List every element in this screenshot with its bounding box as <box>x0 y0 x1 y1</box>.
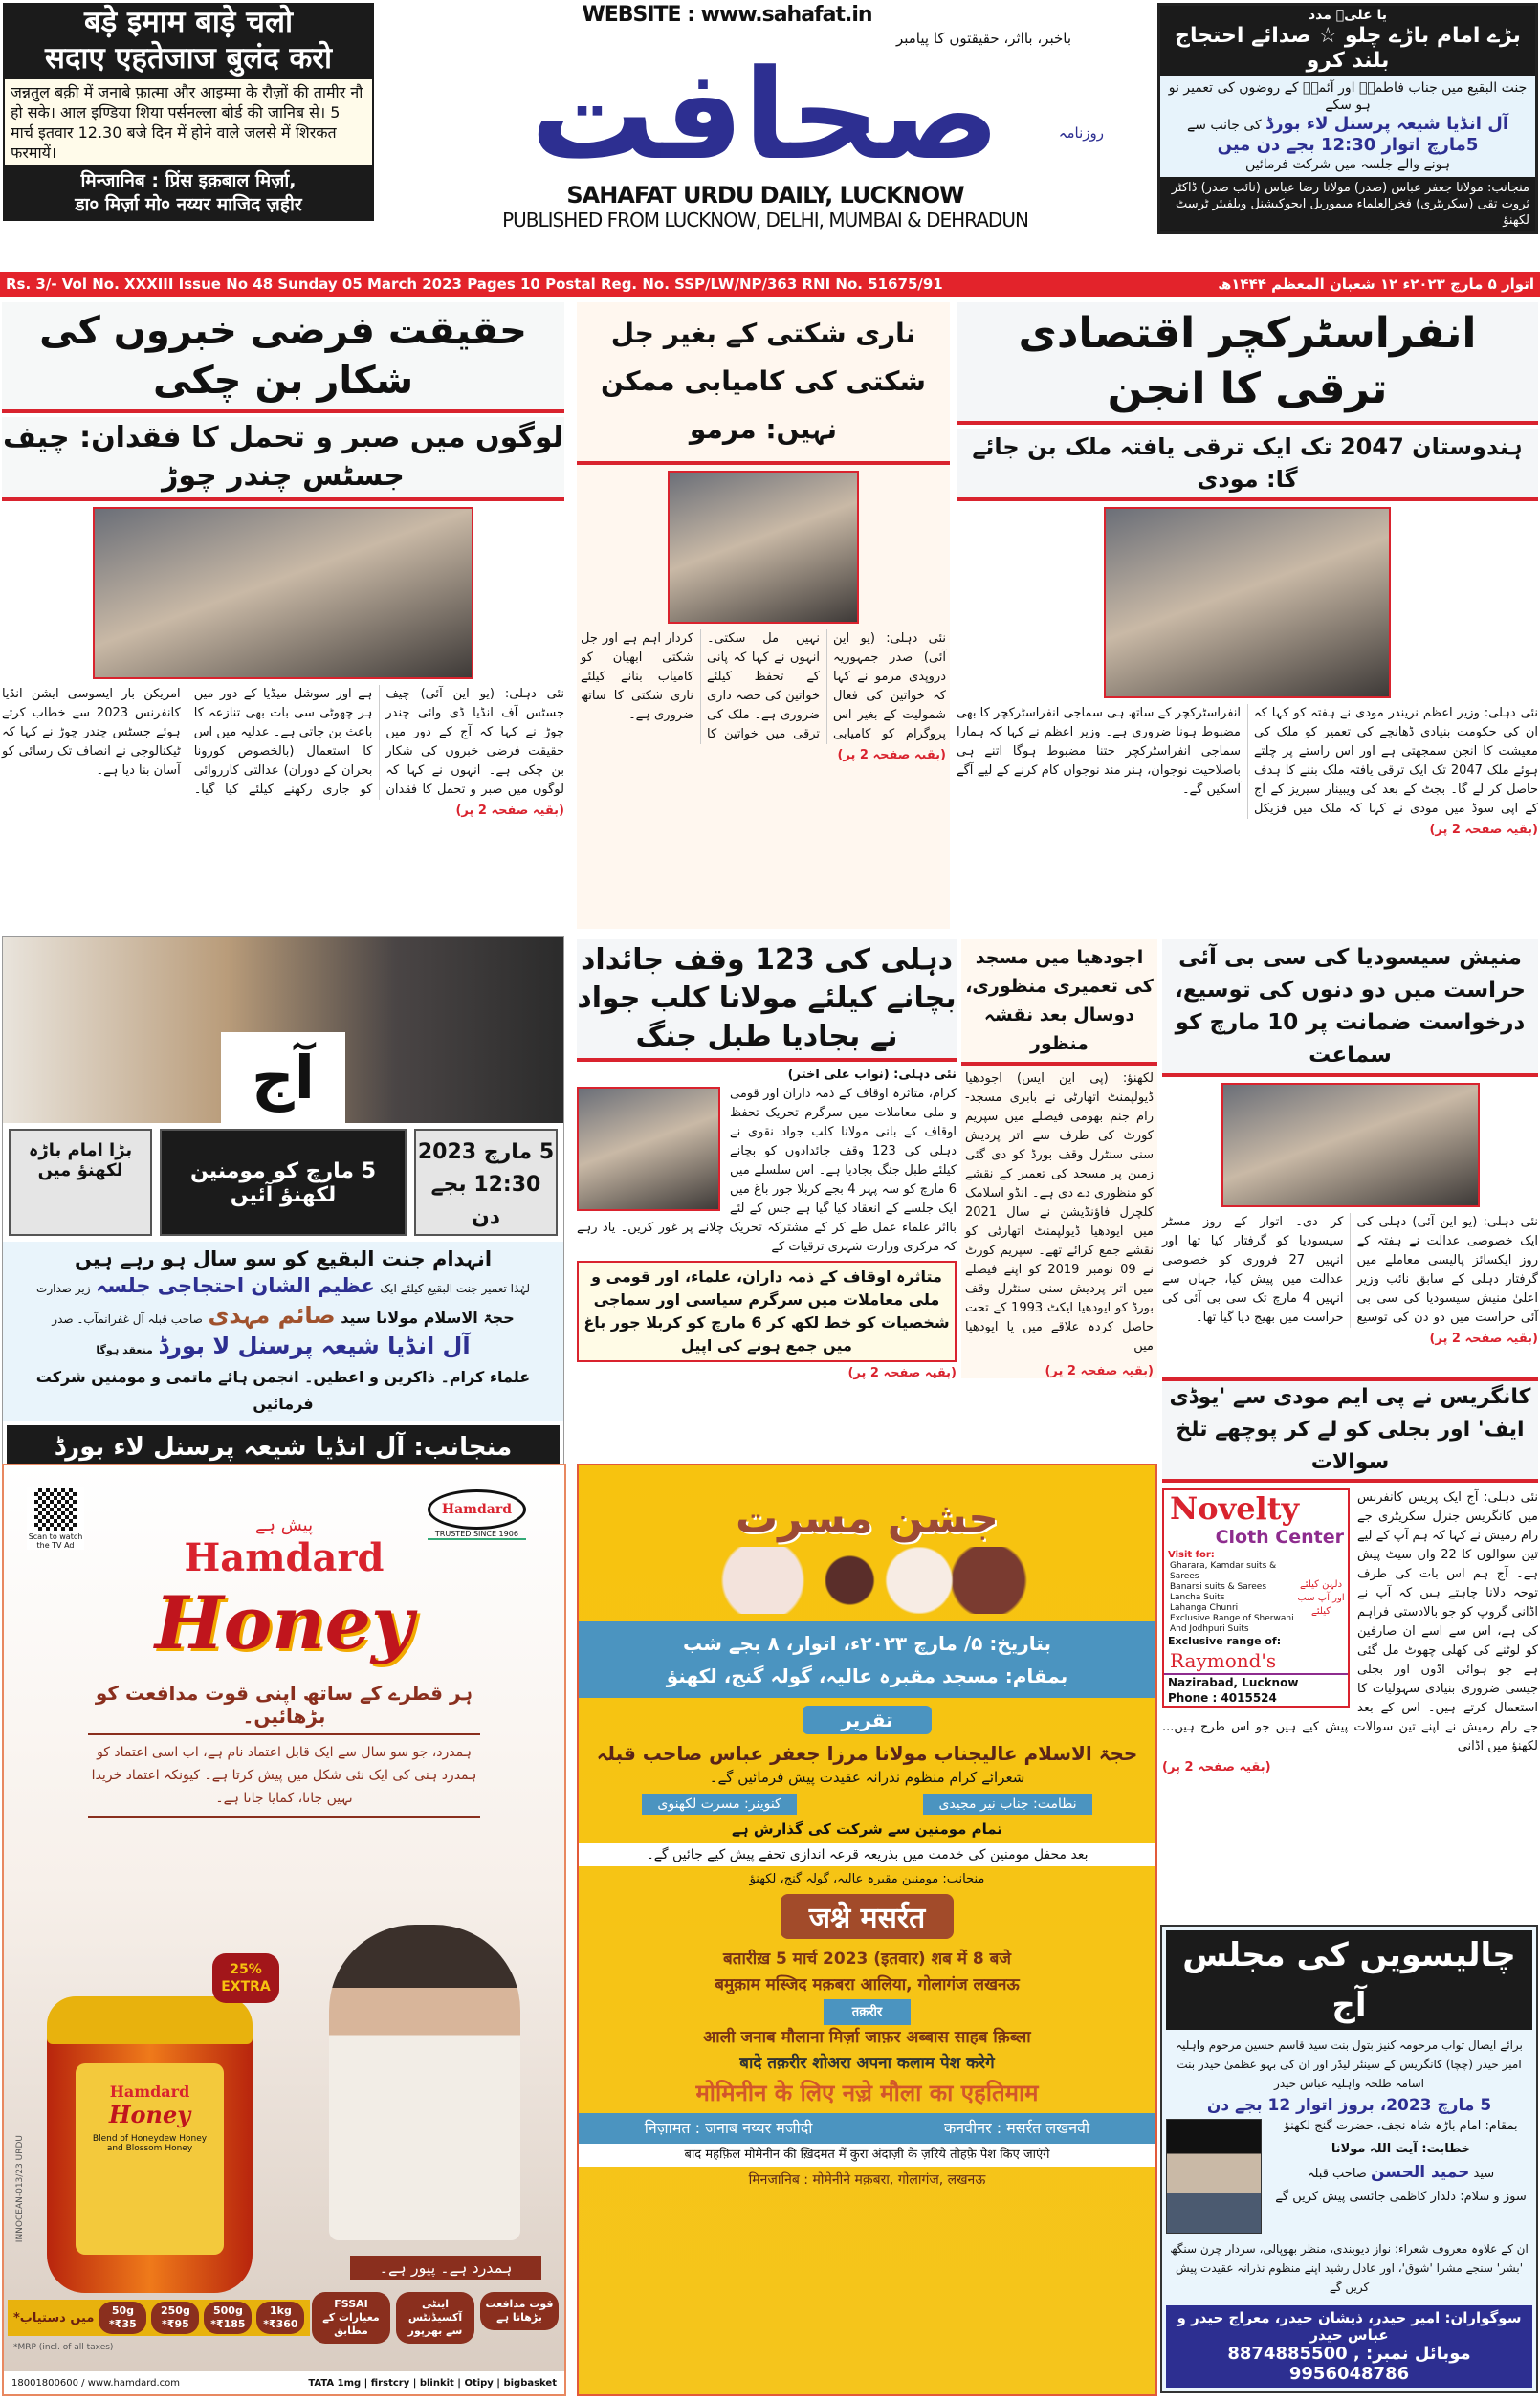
jar-blend: Blend of Honeydew Honey and Blossom Honey <box>92 2134 208 2153</box>
hijri-date: اتوار ۵ مارچ ۲۰۲۳ء ۱۲ شعبان المعظم ۱۴۴۴ھ <box>1218 275 1534 293</box>
article-body: نئی دہلی: (یو این آئی) دہلی کی ایک خصوصی عدالت نے ہفتہ کے روز ایکسائز پالیسی معاملے میں گرفتار دہلی کے سابق نائب وزیر اعلیٰ منیش سیسودیا کی سی بی آئی حراست میں دو دن کی توسیع کر دی۔ اتوار کے روز مسٹر سیسودیا کو گرفتار کیا تھا اور انہیں 27 فروری کو خصوصی عدالت میں پیش کیا، جہاں سے انہیں 4 مارچ تک سی بی آئی کی حراست میں بھیج دیا گیا تھا۔ <box>1162 1215 1538 1325</box>
subheadline: لوگوں میں صبر و تحمل کا فقدان: چیف جسٹس چندر چوڑ <box>2 417 564 501</box>
size-1kg: 1kg <box>269 2304 292 2317</box>
slogan: ہمدرد ہے۔ پیور ہے۔ <box>350 2256 541 2280</box>
article-body: نئی دہلی: (یو این آئی) چیف جسٹس آف انڈیا ڈی وائی چندر چوڑ نے کہا کہ آج کے دور میں حقیقت فرضی خبروں کی شکار بن چکی ہے۔ انہوں نے کہا کہ لوگوں میں صبر و تحمل کا فقدان ہے اور سوشل میڈیا کے دور میں ہر چھوٹی سی بات بھی تنازعہ کا باعث بن جاتی ہے۔ عدلیہ میں اس کا استعمال (بالخصوص کورونا بحران کے دوران) عدالتی کارروائی کو جاری رکھنے کیلئے کیا گیا۔ امریکن بار ایسوسی ایشن انڈیا کانفرنس 2023 سے خطاب کرتے ہوئے جسٹس چندر چوڑ نے کہا کہ ٹیکنالوجی نے انصاف تک رسائی کو آسان بنا دیا ہے۔ <box>2 687 564 797</box>
headline[interactable]: حقیقت فرضی خبروں کی شکار بن چکی <box>2 302 564 413</box>
price-50g: ₹35* <box>109 2318 137 2330</box>
notice-footer-1: मिन्जानिब : प्रिंस इक़बाल मिर्ज़ा, <box>80 170 297 191</box>
urdu-speaker: حجۃ الاسلام عالیجناب مولانا مرزا جعفر عباس صاحب قبلہ <box>596 1742 1138 1765</box>
right-notice-footer: منجانب: مولانا جعفر عباس (صدر) مولانا رضا عباس (نائب صدر) ڈاکٹر ثروت تقی (سکریٹری) فخرالعلماء میموریل ایجوکیشنل ویلفیئر ٹرسٹ لکھنؤ <box>1160 177 1535 231</box>
continued-link[interactable]: (بقیہ صفحہ 2 پر) <box>1429 1332 1538 1346</box>
urdu-convener: کنوینر: مسرت لکھنوی <box>642 1794 796 1815</box>
headline[interactable]: منیش سیسودیا کی سی بی آئی حراست میں دو دنوں کی توسیع، درخواست ضمانت پر 10 مارچ کو سماعت <box>1162 939 1538 1077</box>
english-title: SAHAFAT URDU DAILY, LUCKNOW <box>566 182 964 209</box>
size-50g: 50g <box>111 2304 134 2317</box>
majlis-soz: سوز و سلام: دلدار کاظمی جائسی پیش کریں گے <box>1275 2190 1527 2204</box>
hindi-venue: बमुक़ाम मस्जिद मक़बरा आलिया, गोलागंज लखनऊ <box>715 1975 1020 1994</box>
hindi-convener: कनवीनर : मसर्रत लखनवी <box>944 2119 1090 2137</box>
article-ayodhya <box>961 939 1157 1378</box>
urdu-taqreer: تقریر <box>803 1706 931 1734</box>
tagline: باخبر، بااثر، حقیقتوں کا پیامبر <box>895 30 1071 47</box>
hamdard-honey-ad <box>2 1464 566 2396</box>
protest-line4b: منعقد ہوگا <box>96 1344 153 1356</box>
majlis-notice <box>1160 1925 1538 2393</box>
retailers: TATA 1mg | firstcry | blinkit | Otipy | bigbasket <box>308 2377 557 2389</box>
subheadline: ہندوستان 2047 تک ایک ترقی یافتہ ملک بن جائے گا: مودی <box>957 429 1538 501</box>
mrp-note: *MRP (incl. of all taxes) <box>13 2343 114 2352</box>
article-body: نئی دہلی: (یو این آئی) صدر جمہوریہ دروپدی مرمو نے کہا کہ خواتین کی فعال شمولیت کے بغیر اس پروگرام کو کامیابی نہیں مل سکتی۔ انہوں نے کہا کہ پانی کے تحفظ کیلئے خواتین کی حصہ داری ضروری ہے۔ ملک کی ترقی میں خواتین کا کردار اہم ہے اور جل شکتی ابھیان کو کامیاب بنانے کیلئے ناری شکتی کا ساتھ ضروری ہے۔ <box>581 631 946 741</box>
article-modi <box>957 302 1538 837</box>
header-right-notice <box>1157 3 1538 234</box>
honey-jar <box>47 1996 253 2293</box>
speaker-prefix: سید <box>1473 2167 1495 2181</box>
right-notice-line2: کی جانب سے <box>1186 118 1262 133</box>
article-fake-news <box>2 302 564 818</box>
right-notice-line1: جنت البقیع میں جناب فاطمہؑ اور آئمہؑ کے روضوں کی تعمیر نو ہو سکے <box>1168 80 1528 113</box>
notice-title-2: सदाए एहतेजाज बुलंद करो <box>45 41 332 76</box>
majlis-date: 5 مارچ 2023، بروز اتوار 12 بجے دن <box>1206 2096 1492 2115</box>
continued-link[interactable]: (بقیہ صفحہ 2 پر) <box>455 804 564 818</box>
issue-info: Rs. 3/- Vol No. XXXIII Issue No 48 Sunday 05 March 2023 Pages 10 Postal Reg. No. SSP/LW/NP/363 RNI No. 51675/91 <box>6 275 943 293</box>
protest-footer: منجانب: آل انڈیا شیعہ پرسنل لاء بورڈ <box>7 1425 560 1469</box>
ad-description: ہمدرد، جو سو سال سے ایک قابل اعتماد نام ہے، اب اسی اعتماد کو ہمدرد ہنی کی ایک نئی شکل میں پیش کرتا ہے۔ کیونکہ اعتماد خریدا نہیں جاتا، کمایا جاتا ہے۔ <box>88 1741 480 1818</box>
continued-link[interactable]: (بقیہ صفحہ 2 پر) <box>1162 1760 1271 1774</box>
majlis-intro: برائے ایصال ثواب مرحومہ کنیز بتول بنت سید قاسم حسین مرحوم واہلیہ امیر حیدر (چچا) کانگریس کے سینئر لیڈر اور ان کی بہو عظمیٰ حیدر بنت اسامہ طلحہ واہلیہ عباس حیدر <box>1176 2038 1523 2090</box>
qr-caption: Scan to watch the TV Ad <box>28 1532 83 1550</box>
photo-manish-sisodia <box>1221 1083 1480 1207</box>
headline[interactable]: اجودھیا میں مسجد کی تعمیری منظوری، دوسال بعد نقشہ منظور <box>961 939 1157 1066</box>
hindi-gift: बाद महफ़िल मोमेनीन की ख़िदमत में कुरा अंदाज़ी के ज़रिये तोहफ़े पेश किए जाएंगे <box>579 2144 1155 2167</box>
appeal-box: متاثرہ اوقاف کے ذمہ داران، علماء، اور قومی و ملی معاملات میں سرگرم سیاسی اور سماجی شخصیات کو خط لکھ کر 6 مارچ کو کربلا جور باغ میں جمع ہونے کی اپیل <box>577 1261 957 1362</box>
photo-president-murmu <box>668 471 859 624</box>
hindi-speaker: आली जनाब मौलाना मिर्ज़ा जाफ़र अब्बास साहब क़िब्ला <box>703 2028 1031 2047</box>
hindi-nizamat: निज़ामत : जनाब नय्यर मजीदी <box>644 2119 813 2137</box>
notice-footer-2: डा० मिर्ज़ा मो० नय्यर माजिद ज़हीर <box>75 194 302 215</box>
issue-info-bar <box>0 272 1540 297</box>
item: Banarsi suits & Sarees <box>1170 1582 1267 1592</box>
headline[interactable]: ناری شکتی کے بغیر جل شکتی کی کامیابی ممکن نہیں: مرمو <box>577 302 950 465</box>
newspaper-logo: صحافت <box>530 42 1001 187</box>
article-body: نئی دہلی: آج ایک پریس کانفرنس میں کانگریس جنرل سکریٹری جے رام رمیش نے کہا کہ ہم آپ کے لیے تین سوالوں کا 22 واں سیٹ پیش ہے۔ آج ہم اس بات کی طرف توجہ دلانا چاہتے ہیں کہ آپ نے اڈانی گروپ کو جو بالادستی فراہم کی ہے، اس سے اسے ان صارفین کو لوٹنے کی کھلی چھوٹ مل گئی ہے جو ہوائی اڈوں اور بجلی جیسی ضروری بنیادی سہولیات کا استعمال کرتے ہیں۔ اس کے بعد جے رام رمیش نے اپنے تین سوالات پیش کیے ہیں جو اس طرح ہیں... لکھنؤ میں اڈانی <box>1162 1490 1538 1753</box>
urdu-venue: بمقام: مسجد مقبرہ عالیہ، گولہ گنج، لکھنؤ <box>666 1664 1068 1687</box>
protest-line2a: لہٰذا تعمیر جنت البقیع کیلئے ایک <box>380 1282 530 1295</box>
hindi-minjanib: मिनजानिब : मोमेनीने मक़बरा, गोलागंज, लखनऊ <box>748 2172 986 2188</box>
jashn-e-masarrat-ad <box>577 1464 1157 2396</box>
notice-text: जन्नतुल बक़ी में जनाबे फ़ात्मा और आइम्मा के रौज़ों की तामीर नौ हो सके। आल इण्डिया शिया पर्सनल्ला बोर्ड की जानिब से। 5 मार्च इतवार 12.30 बजे दिन में होने वाले जलसे में शिरकत फरमायें। <box>5 79 372 165</box>
hindi-title: जश्ने मसर्रत <box>781 1894 955 1939</box>
notice-title-1: बड़े इमाम बाड़े चलो <box>83 5 294 39</box>
protest-meeting-ad <box>2 936 564 1474</box>
urdu-date: بتاریخ: ۵/ مارچ ۲۰۲۳ء، اتوار، ۸ بجے شب <box>683 1632 1051 1655</box>
protest-line4a: آل انڈیا شیعہ پرسنل لا بورڈ <box>158 1333 471 1359</box>
item: Exclusive Range of Sherwani <box>1170 1614 1294 1623</box>
photo-maulana-kalbe-jawad <box>577 1087 720 1211</box>
event-date: 5 مارچ 2023 <box>417 1140 555 1164</box>
jar-product: Honey <box>108 2101 191 2128</box>
item: And Jodhpuri Suits <box>1170 1624 1249 1634</box>
qr-code[interactable] <box>27 1487 84 1550</box>
mourners: سوگواران: امیر حیدر، ذیشان حیدر، معراج حیدر و عباس حیدر <box>1177 2309 1522 2344</box>
urdu-minjanib: منجانب: مومنین مقبرہ عالیہ، گولہ گنج، لکھنؤ <box>749 1872 985 1886</box>
size-500g: 500g <box>212 2304 243 2317</box>
urdu-gift: بعد محفل مومنین کی خدمت میں بذریعہ قرعہ اندازی تحفے پیش کیے جائیں گے۔ <box>579 1843 1155 1866</box>
article-murmu <box>577 302 950 929</box>
right-notice-org: آل انڈیا شیعہ پرسنل لاء بورڈ <box>1265 114 1508 134</box>
venue-box: بڑا امام باڑہ لکھنؤ میں <box>9 1129 152 1236</box>
continued-link[interactable]: (بقیہ صفحہ 2 پر) <box>837 748 946 762</box>
shop-sub: Cloth Center <box>1215 1527 1344 1548</box>
novelty-cloth-ad <box>1162 1488 1350 1708</box>
product-name: Honey <box>154 1580 414 1665</box>
majlis-khitabat: خطابت: آیت اللہ مولانا <box>1331 2142 1471 2156</box>
byline: نئی دہلی: (نواب علی اختر) <box>787 1068 957 1082</box>
flower-decoration <box>693 1547 1041 1614</box>
badge-immunity: قوت مدافعت بڑھاتا ہے <box>480 2292 559 2330</box>
hindi-nazr: मोमिनीन के लिए नज़्रे मौला का एहतिमाम <box>695 2080 1039 2106</box>
article-sisodia <box>1162 939 1538 1346</box>
protest-line3c: صاحب قبلہ آل غفرانمآب۔ صدر <box>52 1312 203 1326</box>
urdu-after: شعرائے کرام منظوم نذرانہ عقیدت پیش فرمائیں گے۔ <box>709 1769 1025 1786</box>
urdu-note: دلہن کیلئے اور آپ سب کیلئے <box>1297 1578 1345 1617</box>
photo-speaker <box>1166 2119 1262 2234</box>
photo-chief-justice <box>93 507 473 679</box>
article-body: لکھنؤ: (پی این ایس) اجودھیا ڈیولپمنٹ اتھارٹی نے بابری مسجد-رام جنم بھومی فیصلے میں سپریم کورٹ کی طرف سے اتر پردیش سنی سنٹرل وقف بورڈ کو دی گئی زمین پر مسجد کی تعمیر کے نقشے کو منظوری دے دی ہے۔ انڈو اسلامک کلچرل فاؤنڈیشن نے سال 2021 میں ایودھیا ڈیولپمنٹ اتھارٹی کو نقشے جمع کرائے تھے۔ سپریم کورٹ نے 09 نومبر 2019 کو اپنے فیصلے میں اتر پردیش سنی سنٹرل وقف بورڈ کو ایودھیا ایکٹ 1993 کے تحت حاصل کردہ علاقے میں یا ایودھیا میں <box>965 1071 1154 1354</box>
right-notice-time: 5مارچ اتوار 12:30 بجے دن میں <box>1217 135 1479 155</box>
protest-line3a: حجۃ الاسلام مولانا سید <box>341 1309 515 1327</box>
majlis-poets: ان کے علاوہ معروف شعراء: نواز دیوبندی، منظر بھوپالی، سردار چرن سنگھ 'بشر' سنجے مشرا 'شوق'، اور عادل رشید اپنے منظوم نذرانہ عقیدت پیش کریں گے <box>1170 2242 1529 2294</box>
roznama-label: روزنامہ <box>1058 124 1104 142</box>
jar-brand: Hamdard <box>109 2082 190 2101</box>
right-notice-title: بڑے امام باڑے چلو ☆ صدائے احتجاج بلند کرو <box>1175 24 1521 73</box>
header-left-notice <box>3 3 374 221</box>
urdu-title: جشن مسرت <box>736 1494 999 1543</box>
article-body: نئی دہلی: وزیر اعظم نریندر مودی نے ہفتہ کو کہا کہ ان کی حکومت بنیادی ڈھانچے کی تعمیر کو ملک کی معیشت کا انجن سمجھتی ہے اور اس راستے پر چلتے ہوئے ملک 2047 تک ایک ترقی یافتہ ملک بننے کا ہدف حاصل کر لے گا۔ بجٹ کے بعد کی ویبینار سیریز کے آج کے اپی سوڈ میں مودی نے کہا کہ ملک میں فزیکل انفراسٹرکچر کے ساتھ ہی سماجی انفراسٹرکچر کا بھی مضبوط ہونا ضروری ہے۔ وزیر اعظم نے کہا کہ ہمارا سماجی انفراسٹرکچر جتنا مضبوط ہوگا اتنے ہی باصلاحیت نوجوان، ہنر مند نوجوان کام کرنے کے لیے آگے آسکیں گے۔ <box>957 706 1538 816</box>
available-label: میں دستیاب* <box>13 2310 95 2325</box>
majlis-venue: بمقام: امام باڑہ شاہ نجف، حضرت گنج لکھنؤ <box>1284 2119 1518 2133</box>
hindi-date: बतारीख़ 5 मार्च 2023 (इतवार) शब में 8 बजे <box>723 1950 1011 1969</box>
price-250g: ₹95* <box>162 2318 189 2330</box>
continued-link[interactable]: (بقیہ صفحہ 2 پر) <box>847 1366 957 1380</box>
badge-fssai: FSSAI معیارات کے مطابق <box>312 2292 390 2344</box>
size-250g: 250g <box>160 2304 190 2317</box>
shop-phone: Phone : 4015524 <box>1168 1691 1277 1705</box>
brand-name: Hamdard <box>184 1535 385 1580</box>
headline[interactable]: کانگریس نے پی ایم مودی سے 'یوڈی ایف' اور بجلی کو لے کر پوچھے تلخ سوالات <box>1162 1377 1538 1483</box>
photo-pm-modi <box>1104 507 1391 698</box>
shop-address: Nazirabad, Lucknow <box>1168 1676 1299 1689</box>
raymond: Raymond's <box>1164 1648 1348 1675</box>
speaker-suffix: صاحب قبلہ <box>1307 2167 1367 2181</box>
urdu-nizamat: نظامت: جناب نیر مجیدی <box>923 1794 1091 1815</box>
ya-ali-madad: یا علیؑ مدد <box>1308 8 1388 23</box>
hindi-after: बादे तक़रीर शोअरा अपना कलाम पेश करेगे <box>739 2054 995 2073</box>
continued-link[interactable]: (بقیہ صفحہ 2 پر) <box>1045 1364 1154 1378</box>
hindi-taqreer: तक़रीर <box>824 1999 911 2025</box>
headline[interactable]: دہلی کی 123 وقف جائداد بچانے کیلئے مولانا کلب جواد نے بجادیا طبل جنگ <box>577 939 957 1062</box>
shop-name: Novelty <box>1170 1490 1300 1527</box>
item: Lancha Suits <box>1170 1593 1225 1602</box>
aaj-label: آج <box>221 1032 345 1123</box>
speaker-name: حمید الحسن <box>1370 2163 1470 2182</box>
right-notice-line3: ہونے والے جلسہ میں شرکت فرمائیں <box>1244 157 1451 172</box>
article-body: کرام، متاثرہ اوقاف کے ذمہ داران اور قومی و ملی معاملات میں سرگرم تحریک تحفظ اوقاف کے بانی مولانا کلب جواد نقوی نے دہلی کی 123 وقف جائدادوں کو بچانے کیلئے طبل جنگ بجادیا ہے۔ اس سلسلے میں 6 مارچ کو سہ پہر 4 بجے کربلا جور باغ میں ایک جلسے کے انعقاد کیا گیا ہے جس کے لئے بااثر علماء عمل طے کر کے مشترکہ تحریک چلانے پر غور کریں۔ یاد رہے کہ مرکزی وزارت شہری ترقیات کے <box>577 1087 957 1254</box>
article-waqf <box>577 939 957 1380</box>
ad-code: INNOCEAN-013/23 URDU <box>15 2135 25 2243</box>
headline[interactable]: انفراسٹرکچر اقتصادی ترقی کا انجن <box>957 302 1538 425</box>
masthead <box>421 0 1110 272</box>
contact-info: 18001800600 / www.hamdard.com <box>11 2377 181 2389</box>
visit-for: Visit for: <box>1168 1550 1215 1560</box>
exclusive-label: Exclusive range of: <box>1168 1635 1282 1647</box>
hamdard-logo: Hamdard <box>428 1489 526 1530</box>
urdu-invite: تمام مومنین سے شرکت کی گذارش ہے <box>732 1820 1002 1838</box>
article-congress <box>1162 1377 1538 1774</box>
published-from: PUBLISHED FROM LUCKNOW, DELHI, MUMBAI & DEHRADUN <box>502 209 1028 231</box>
protest-line2c: زیر صدارت <box>36 1282 91 1295</box>
extra-badge: 25% EXTRA <box>212 1953 279 2003</box>
mobile-numbers: 8874885500 , 9956048786 <box>1227 2344 1410 2384</box>
protest-line3b: صائم مہدی <box>208 1302 336 1329</box>
item: Lahanga Chunri <box>1170 1603 1239 1613</box>
protest-line2b: عظیم الشان احتجاجی جلسہ <box>96 1274 375 1297</box>
website-link[interactable]: WEBSITE : www.sahafat.in <box>582 3 872 27</box>
protest-line5: علماء کرام۔ ذاکرین و اعظین۔ انجمن ہائے ماتمی و مومنین شرکت فرمائیں <box>35 1368 531 1413</box>
price-500g: ₹185* <box>210 2318 246 2330</box>
date-call-box: 5 مارچ کو مومنین لکھنؤ آئیں <box>160 1129 407 1236</box>
badge-antioxidants: اینٹی آکسیڈنٹس سے بھرپور <box>396 2292 474 2344</box>
continued-link[interactable]: (بقیہ صفحہ 2 پر) <box>1429 823 1538 837</box>
ad-tagline: ہر قطرے کے ساتھ اپنی قوت مدافعت کو بڑھائیں۔ <box>88 1682 480 1735</box>
majlis-title: چالیسویں کی مجلس آج <box>1166 1930 1532 2030</box>
item: Gharara, Kamdar suits & Sarees <box>1170 1561 1277 1581</box>
mobile-label: موبائل نمبر: <box>1366 2344 1471 2364</box>
price-1kg: ₹360* <box>263 2318 298 2330</box>
protest-line1: انہدام جنت البقیع کو سو سال ہو رہے ہیں <box>74 1247 493 1270</box>
pesh-hai: پیش ہے <box>254 1515 314 1535</box>
event-time: 12:30 بجے دن <box>430 1173 541 1229</box>
photo-woman-with-tea <box>329 1925 520 2240</box>
trusted-since: TRUSTED SINCE 1906 <box>428 1530 526 1540</box>
